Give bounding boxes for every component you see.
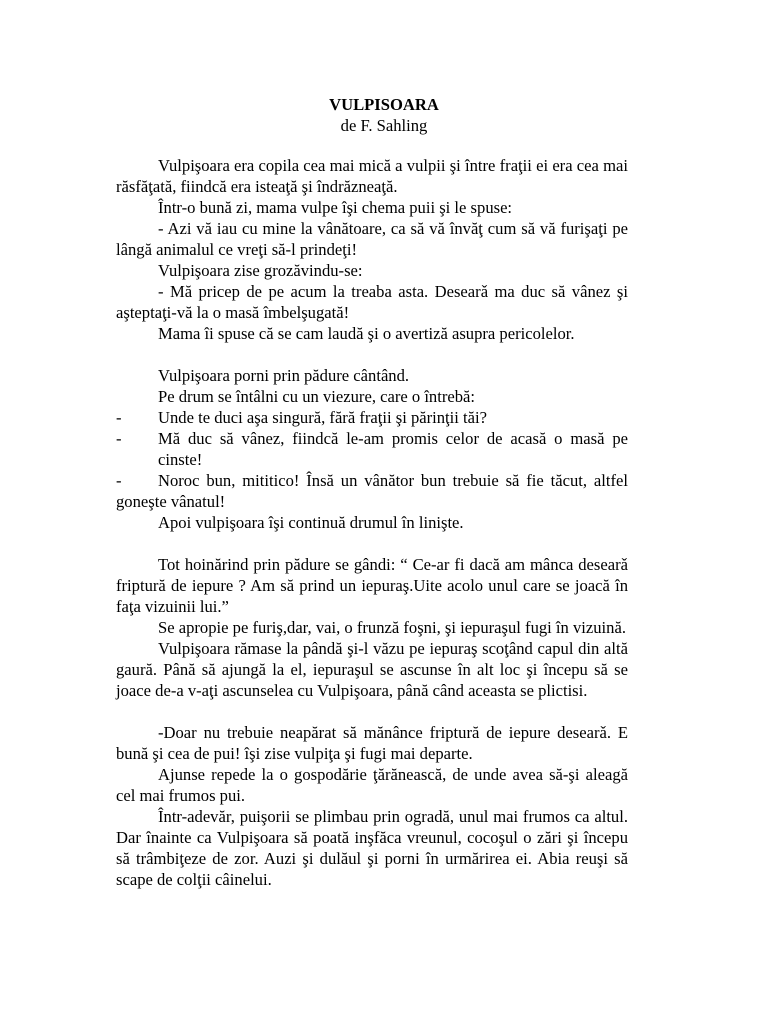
paragraph: Vulpişoara porni prin pădure cântând. — [158, 366, 410, 385]
dialogue-text: Noroc bun, mititico! Însă un vânător bun trebuie să fie tăcut, altfel goneşte vânatul! — [116, 471, 628, 511]
story-title: VULPISOARA — [329, 95, 439, 114]
dialogue-text: Unde te duci aşa singură, fără fraţii şi părinţii tăi? — [158, 408, 487, 427]
paragraph: Ajunse repede la o gospodărie ţărănească, de unde avea să-şi aleagă cel mai frumos pui. — [116, 765, 628, 805]
paragraph-gap — [116, 344, 628, 365]
paragraph: Vulpişoara zise grozăvindu-se: — [158, 261, 363, 280]
dialogue-line — [116, 470, 628, 512]
paragraph: - Mă pricep de pe acum la treaba asta. Desearǎ ma duc să vânez şi aşteptaţi-vă la o masă îmbelşugată! — [116, 282, 628, 322]
paragraph: Într-o bună zi, mama vulpe îşi chema puii şi le spuse: — [158, 198, 513, 217]
story-author: de F. Sahling — [340, 116, 428, 135]
paragraph: Vulpişoara era copila cea mai mică a vulpii şi între fraţii ei era cea mai răsfăţată, fiindcă era isteaţă şi îndrăzneaţă. — [116, 156, 628, 196]
paragraph: Apoi vulpişoara îşi continuă drumul în linişte. — [158, 513, 464, 532]
paragraph: - Azi vă iau cu mine la vânătoare, ca să vă învăţ cum să vă furişaţi pe lângă animalul ce vreţi să-l prindeţi! — [116, 219, 628, 259]
dialogue-dash: - — [116, 471, 122, 490]
paragraph: -Doar nu trebuie neapărat să mănânce friptură de iepure desearǎ. E bună şi cea de pui! îşi zise vulpiţa şi fugi mai departe. — [116, 723, 628, 763]
dialogue-dash: - — [116, 408, 122, 427]
dialogue-line — [116, 428, 628, 470]
paragraph-gap — [116, 701, 628, 722]
paragraph: Într-adevăr, puişorii se plimbau prin ogradă, unul mai frumos ca altul. Dar înainte ca Vulpişoara să poată inşfăca vreunul, cocoşul o zări şi începu să trâmbiţeze de zor. Auzi şi dulăul şi porni în urmărirea ei. Abia reuşi să scape de colţii câinelui. — [116, 807, 628, 889]
paragraph: Pe drum se întâlni cu un viezure, care o întrebă: — [158, 387, 476, 406]
dialogue-text: Mă duc să vânez, fiindcă le-am promis celor de acasă o masă pe cinste! — [158, 429, 628, 469]
paragraph: Tot hoinărind prin pădure se gândi: “ Ce-ar fi dacă am mânca desearǎ friptură de iepure ? Am să prind un iepuraş.Uite acolo unul care se joacă în faţa vizuinii lui.” — [116, 555, 628, 616]
dialogue-dash: - — [116, 429, 122, 448]
paragraph-gap — [116, 533, 628, 554]
paragraph: Se apropie pe furiş,dar, vai, o frunză foşni, şi iepuraşul fugi în vizuină. — [158, 618, 626, 637]
paragraph: Vulpişoara rămase la pândă şi-l văzu pe iepuraş scoţând capul din altă gaură. Până să ajungă la el, iepuraşul se ascunse în alt loc şi începu să se joace de-a v-aţi ascunselea cu Vulpişoara, până când aceasta se plictisi. — [116, 639, 628, 700]
paragraph: Mama îi spuse că se cam laudă şi o avertiză asupra pericolelor. — [158, 324, 575, 343]
story-body — [116, 155, 628, 890]
dialogue-line — [116, 407, 628, 428]
